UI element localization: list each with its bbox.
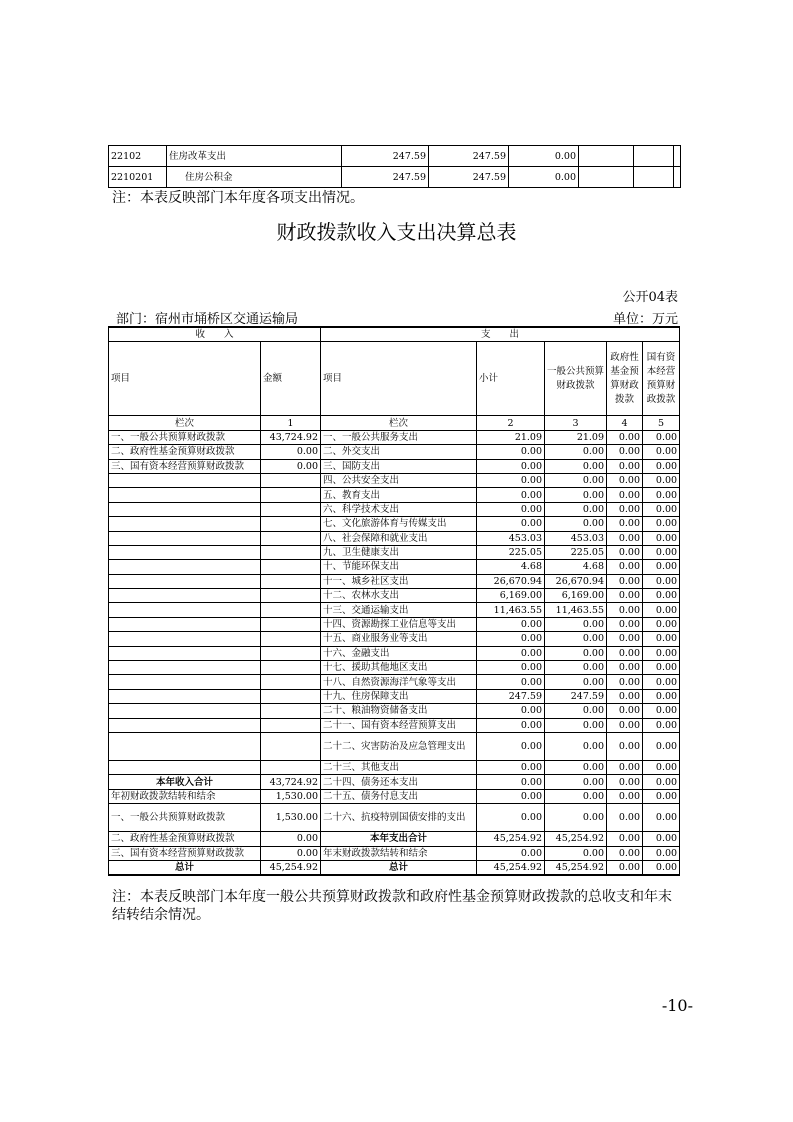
cell-out-item: 二十一、国有资本经营预算支出 bbox=[321, 718, 477, 732]
cell-cap: 0.00 bbox=[643, 560, 680, 574]
cell-gen: 0.00 bbox=[545, 789, 607, 803]
cell-gen: 21.09 bbox=[545, 430, 607, 444]
cell-in-item bbox=[109, 689, 261, 703]
cell-out-item: 十七、援助其他地区支出 bbox=[321, 661, 477, 675]
cell-in-item: 本年收入合计 bbox=[109, 775, 261, 789]
cell-in-item bbox=[109, 488, 261, 502]
top-cell-empty bbox=[579, 167, 634, 188]
fiscal-summary-table bbox=[108, 326, 680, 876]
cell-cap: 0.00 bbox=[643, 846, 680, 860]
cell-in-amt bbox=[261, 517, 321, 531]
cell-fund: 0.00 bbox=[607, 445, 643, 459]
cell-in-amt bbox=[261, 488, 321, 502]
cell-gen: 247.59 bbox=[545, 689, 607, 703]
cell-out-item: 十五、商业服务业等支出 bbox=[321, 632, 477, 646]
table-row bbox=[109, 632, 680, 646]
cell-in-item bbox=[109, 545, 261, 559]
cell-cap: 0.00 bbox=[643, 459, 680, 473]
table-row bbox=[109, 775, 680, 789]
cell-cap: 0.00 bbox=[643, 732, 680, 760]
table-row bbox=[109, 531, 680, 545]
cell-cap: 0.00 bbox=[643, 775, 680, 789]
cell-fund: 0.00 bbox=[607, 704, 643, 718]
table-row bbox=[109, 445, 680, 459]
cell-sub: 0.00 bbox=[477, 704, 545, 718]
cell-cap: 0.00 bbox=[643, 603, 680, 617]
cell-gen: 4.68 bbox=[545, 560, 607, 574]
cell-in-amt bbox=[261, 718, 321, 732]
cell-out-item: 三、国防支出 bbox=[321, 459, 477, 473]
cell-sub: 4.68 bbox=[477, 560, 545, 574]
cell-in-amt bbox=[261, 473, 321, 487]
cell-fund: 0.00 bbox=[607, 732, 643, 760]
top-cell-c2: 247.59 bbox=[429, 167, 509, 188]
table-row bbox=[109, 689, 680, 703]
cell-sub: 0.00 bbox=[477, 502, 545, 516]
cell-in-amt: 45,254.92 bbox=[261, 860, 321, 875]
cell-in-item bbox=[109, 704, 261, 718]
cell-fund: 0.00 bbox=[607, 646, 643, 660]
cell-out-item: 十四、资源勘探工业信息等支出 bbox=[321, 617, 477, 631]
top-table-row bbox=[109, 146, 681, 167]
column-number-row bbox=[109, 416, 680, 430]
cell-in-item bbox=[109, 646, 261, 660]
cell-in-item bbox=[109, 473, 261, 487]
cell-in-item bbox=[109, 760, 261, 774]
cell-out-item: 六、科学技术支出 bbox=[321, 502, 477, 516]
cell-cap: 0.00 bbox=[643, 545, 680, 559]
table-row bbox=[109, 846, 680, 860]
cell-sub: 0.00 bbox=[477, 617, 545, 631]
cell-fund: 0.00 bbox=[607, 661, 643, 675]
cell-cap: 0.00 bbox=[643, 832, 680, 846]
cell-in-amt: 43,724.92 bbox=[261, 775, 321, 789]
cell-fund: 0.00 bbox=[607, 589, 643, 603]
cell-cap: 0.00 bbox=[643, 531, 680, 545]
cell-in-item bbox=[109, 517, 261, 531]
table-row bbox=[109, 718, 680, 732]
table-row bbox=[109, 560, 680, 574]
cell-in-amt bbox=[261, 661, 321, 675]
cell-cap: 0.00 bbox=[643, 488, 680, 502]
cell-sub: 21.09 bbox=[477, 430, 545, 444]
cell-fund: 0.00 bbox=[607, 789, 643, 803]
cell-cap: 0.00 bbox=[643, 430, 680, 444]
cell-sub: 45,254.92 bbox=[477, 832, 545, 846]
cell-cap: 0.00 bbox=[643, 589, 680, 603]
cell-cap: 0.00 bbox=[643, 704, 680, 718]
top-cell-name: 住房改革支出 bbox=[167, 146, 342, 167]
cell-in-amt bbox=[261, 589, 321, 603]
top-cell-c3: 0.00 bbox=[509, 146, 579, 167]
cell-gen: 0.00 bbox=[545, 473, 607, 487]
col-number-1: 1 bbox=[261, 416, 321, 430]
cell-in-item bbox=[109, 732, 261, 760]
top-cell-code: 22102 bbox=[109, 146, 167, 167]
cell-in-amt: 0.00 bbox=[261, 445, 321, 459]
cell-sub: 0.00 bbox=[477, 775, 545, 789]
cell-sub: 0.00 bbox=[477, 760, 545, 774]
cell-in-item bbox=[109, 574, 261, 588]
cell-sub: 225.05 bbox=[477, 545, 545, 559]
cell-gen: 453.03 bbox=[545, 531, 607, 545]
cell-in-item bbox=[109, 589, 261, 603]
cell-in-item bbox=[109, 632, 261, 646]
cell-gen: 11,463.55 bbox=[545, 603, 607, 617]
cell-out-item: 七、文化旅游体育与传媒支出 bbox=[321, 517, 477, 531]
cell-sub: 0.00 bbox=[477, 517, 545, 531]
table-row bbox=[109, 646, 680, 660]
table-code: 公开04表 bbox=[622, 290, 678, 305]
cell-gen: 0.00 bbox=[545, 732, 607, 760]
cell-cap: 0.00 bbox=[643, 646, 680, 660]
cell-in-item bbox=[109, 502, 261, 516]
cell-sub: 0.00 bbox=[477, 846, 545, 860]
header-row-sections bbox=[109, 327, 680, 342]
cell-fund: 0.00 bbox=[607, 804, 643, 832]
cell-fund: 0.00 bbox=[607, 775, 643, 789]
cell-cap: 0.00 bbox=[643, 445, 680, 459]
table-row bbox=[109, 517, 680, 531]
cell-gen: 45,254.92 bbox=[545, 860, 607, 875]
cell-out-item: 二十二、灾害防治及应急管理支出 bbox=[321, 732, 477, 760]
table-row bbox=[109, 661, 680, 675]
cell-cap: 0.00 bbox=[643, 517, 680, 531]
cell-gen: 0.00 bbox=[545, 704, 607, 718]
cell-sub: 0.00 bbox=[477, 718, 545, 732]
page-title: 财政拨款收入支出决算总表 bbox=[276, 220, 517, 244]
cell-gen: 0.00 bbox=[545, 632, 607, 646]
top-cell-c2: 247.59 bbox=[429, 146, 509, 167]
col-label-2: 栏次 bbox=[321, 416, 477, 430]
col-label: 栏次 bbox=[109, 416, 261, 430]
income-amount-header: 金额 bbox=[261, 342, 321, 416]
cell-out-item: 总计 bbox=[321, 860, 477, 875]
cell-in-amt: 1,530.00 bbox=[261, 789, 321, 803]
cell-out-item: 五、教育支出 bbox=[321, 488, 477, 502]
top-cell-empty bbox=[579, 146, 634, 167]
cell-sub: 0.00 bbox=[477, 473, 545, 487]
cell-in-amt bbox=[261, 704, 321, 718]
cell-gen: 0.00 bbox=[545, 502, 607, 516]
header-row-columns bbox=[109, 342, 680, 416]
gov-fund-header: 政府性基金预算财政拨款 bbox=[607, 342, 643, 416]
income-header: 收 入 bbox=[109, 327, 321, 342]
col-number-5: 5 bbox=[643, 416, 680, 430]
cell-fund: 0.00 bbox=[607, 488, 643, 502]
table-row bbox=[109, 704, 680, 718]
cell-in-item: 一、一般公共预算财政拨款 bbox=[109, 804, 261, 832]
cell-gen: 0.00 bbox=[545, 675, 607, 689]
top-table-note: 注：本表反映部门本年度各项支出情况。 bbox=[112, 190, 364, 206]
cell-in-amt: 0.00 bbox=[261, 846, 321, 860]
cell-sub: 0.00 bbox=[477, 675, 545, 689]
cell-sub: 0.00 bbox=[477, 646, 545, 660]
cell-gen: 0.00 bbox=[545, 846, 607, 860]
cell-gen: 0.00 bbox=[545, 804, 607, 832]
cell-gen: 0.00 bbox=[545, 459, 607, 473]
top-cell-empty bbox=[674, 167, 681, 188]
cell-gen: 26,670.94 bbox=[545, 574, 607, 588]
cell-in-item: 二、政府性基金预算财政拨款 bbox=[109, 832, 261, 846]
cell-in-amt: 0.00 bbox=[261, 459, 321, 473]
cell-sub: 0.00 bbox=[477, 661, 545, 675]
cell-in-item: 三、国有资本经营预算财政拨款 bbox=[109, 846, 261, 860]
cell-cap: 0.00 bbox=[643, 502, 680, 516]
cell-fund: 0.00 bbox=[607, 473, 643, 487]
top-cell-c3: 0.00 bbox=[509, 167, 579, 188]
cell-out-item: 十三、交通运输支出 bbox=[321, 603, 477, 617]
cell-in-item bbox=[109, 675, 261, 689]
cell-fund: 0.00 bbox=[607, 832, 643, 846]
cell-fund: 0.00 bbox=[607, 430, 643, 444]
cell-sub: 0.00 bbox=[477, 445, 545, 459]
cell-in-item bbox=[109, 531, 261, 545]
cell-sub: 11,463.55 bbox=[477, 603, 545, 617]
col-number-4: 4 bbox=[607, 416, 643, 430]
cell-gen: 45,254.92 bbox=[545, 832, 607, 846]
cell-in-amt bbox=[261, 545, 321, 559]
cell-gen: 0.00 bbox=[545, 488, 607, 502]
top-expense-table bbox=[108, 145, 681, 188]
top-cell-empty bbox=[634, 167, 674, 188]
cell-fund: 0.00 bbox=[607, 531, 643, 545]
cell-in-amt: 43,724.92 bbox=[261, 430, 321, 444]
bottom-note: 注：本表反映部门本年度一般公共预算财政拨款和政府性基金预算财政拨款的总收支和年末结转结余情况。 bbox=[112, 889, 672, 923]
table-row bbox=[109, 860, 680, 875]
state-capital-header: 国有资本经营预算财政拨款 bbox=[643, 342, 680, 416]
table-row bbox=[109, 804, 680, 832]
cell-gen: 0.00 bbox=[545, 760, 607, 774]
cell-fund: 0.00 bbox=[607, 675, 643, 689]
cell-in-amt bbox=[261, 689, 321, 703]
cell-fund: 0.00 bbox=[607, 560, 643, 574]
table-row bbox=[109, 488, 680, 502]
cell-out-item: 四、公共安全支出 bbox=[321, 473, 477, 487]
cell-in-item: 一、一般公共预算财政拨款 bbox=[109, 430, 261, 444]
table-row bbox=[109, 459, 680, 473]
cell-sub: 6,169.00 bbox=[477, 589, 545, 603]
cell-out-item: 本年支出合计 bbox=[321, 832, 477, 846]
cell-in-amt bbox=[261, 760, 321, 774]
cell-in-amt bbox=[261, 502, 321, 516]
table-row bbox=[109, 603, 680, 617]
cell-out-item: 二、外交支出 bbox=[321, 445, 477, 459]
cell-out-item: 二十五、债务付息支出 bbox=[321, 789, 477, 803]
cell-gen: 0.00 bbox=[545, 646, 607, 660]
cell-in-item: 三、国有资本经营预算财政拨款 bbox=[109, 459, 261, 473]
cell-out-item: 二十四、债务还本支出 bbox=[321, 775, 477, 789]
top-cell-c1: 247.59 bbox=[342, 167, 429, 188]
cell-in-amt bbox=[261, 617, 321, 631]
cell-in-amt bbox=[261, 531, 321, 545]
cell-gen: 0.00 bbox=[545, 617, 607, 631]
cell-cap: 0.00 bbox=[643, 617, 680, 631]
cell-gen: 0.00 bbox=[545, 517, 607, 531]
table-row bbox=[109, 574, 680, 588]
cell-in-item bbox=[109, 718, 261, 732]
cell-cap: 0.00 bbox=[643, 718, 680, 732]
table-row bbox=[109, 789, 680, 803]
cell-in-item bbox=[109, 603, 261, 617]
cell-fund: 0.00 bbox=[607, 860, 643, 875]
cell-fund: 0.00 bbox=[607, 718, 643, 732]
cell-in-amt bbox=[261, 603, 321, 617]
cell-in-item: 总计 bbox=[109, 860, 261, 875]
cell-fund: 0.00 bbox=[607, 603, 643, 617]
cell-gen: 0.00 bbox=[545, 775, 607, 789]
cell-fund: 0.00 bbox=[607, 632, 643, 646]
income-item-header: 项目 bbox=[109, 342, 261, 416]
cell-in-amt bbox=[261, 646, 321, 660]
table-row bbox=[109, 760, 680, 774]
cell-out-item: 八、社会保障和就业支出 bbox=[321, 531, 477, 545]
cell-sub: 26,670.94 bbox=[477, 574, 545, 588]
table-row bbox=[109, 675, 680, 689]
cell-gen: 225.05 bbox=[545, 545, 607, 559]
cell-cap: 0.00 bbox=[643, 473, 680, 487]
cell-fund: 0.00 bbox=[607, 574, 643, 588]
cell-cap: 0.00 bbox=[643, 689, 680, 703]
cell-cap: 0.00 bbox=[643, 860, 680, 875]
cell-out-item: 十九、住房保障支出 bbox=[321, 689, 477, 703]
cell-fund: 0.00 bbox=[607, 617, 643, 631]
cell-sub: 0.00 bbox=[477, 459, 545, 473]
col-number-2: 2 bbox=[477, 416, 545, 430]
cell-fund: 0.00 bbox=[607, 760, 643, 774]
cell-out-item: 二十三、其他支出 bbox=[321, 760, 477, 774]
cell-gen: 6,169.00 bbox=[545, 589, 607, 603]
top-cell-code: 2210201 bbox=[109, 167, 167, 188]
cell-gen: 0.00 bbox=[545, 718, 607, 732]
general-budget-header: 一般公共预算财政拨款 bbox=[545, 342, 607, 416]
cell-fund: 0.00 bbox=[607, 459, 643, 473]
cell-out-item: 十六、金融支出 bbox=[321, 646, 477, 660]
top-cell-empty bbox=[634, 146, 674, 167]
cell-sub: 453.03 bbox=[477, 531, 545, 545]
table-row bbox=[109, 589, 680, 603]
col-number-3: 3 bbox=[545, 416, 607, 430]
cell-in-amt bbox=[261, 732, 321, 760]
cell-in-item: 年初财政拨款结转和结余 bbox=[109, 789, 261, 803]
table-row bbox=[109, 473, 680, 487]
cell-in-item bbox=[109, 560, 261, 574]
cell-out-item: 二十、粮油物资储备支出 bbox=[321, 704, 477, 718]
cell-gen: 0.00 bbox=[545, 445, 607, 459]
cell-out-item: 十一、城乡社区支出 bbox=[321, 574, 477, 588]
expense-item-header: 项目 bbox=[321, 342, 477, 416]
cell-sub: 0.00 bbox=[477, 632, 545, 646]
top-cell-c1: 247.59 bbox=[342, 146, 429, 167]
cell-fund: 0.00 bbox=[607, 846, 643, 860]
cell-cap: 0.00 bbox=[643, 661, 680, 675]
cell-cap: 0.00 bbox=[643, 804, 680, 832]
cell-in-amt: 0.00 bbox=[261, 832, 321, 846]
cell-in-amt: 1,530.00 bbox=[261, 804, 321, 832]
subtotal-header: 小计 bbox=[477, 342, 545, 416]
cell-out-item: 十八、自然资源海洋气象等支出 bbox=[321, 675, 477, 689]
cell-out-item: 一、一般公共服务支出 bbox=[321, 430, 477, 444]
cell-cap: 0.00 bbox=[643, 632, 680, 646]
cell-sub: 247.59 bbox=[477, 689, 545, 703]
top-cell-name: 住房公积金 bbox=[167, 167, 342, 188]
cell-out-item: 二十六、抗疫特别国债安排的支出 bbox=[321, 804, 477, 832]
cell-in-amt bbox=[261, 632, 321, 646]
table-row bbox=[109, 617, 680, 631]
cell-gen: 0.00 bbox=[545, 661, 607, 675]
cell-in-item: 二、政府性基金预算财政拨款 bbox=[109, 445, 261, 459]
cell-out-item: 九、卫生健康支出 bbox=[321, 545, 477, 559]
cell-fund: 0.00 bbox=[607, 502, 643, 516]
cell-in-item bbox=[109, 617, 261, 631]
table-row bbox=[109, 545, 680, 559]
cell-cap: 0.00 bbox=[643, 789, 680, 803]
table-row bbox=[109, 732, 680, 760]
cell-in-amt bbox=[261, 560, 321, 574]
cell-out-item: 十二、农林水支出 bbox=[321, 589, 477, 603]
table-row bbox=[109, 430, 680, 444]
cell-sub: 45,254.92 bbox=[477, 860, 545, 875]
cell-out-item: 年末财政拨款结转和结余 bbox=[321, 846, 477, 860]
cell-cap: 0.00 bbox=[643, 675, 680, 689]
cell-in-amt bbox=[261, 675, 321, 689]
cell-fund: 0.00 bbox=[607, 545, 643, 559]
cell-in-item bbox=[109, 661, 261, 675]
cell-cap: 0.00 bbox=[643, 760, 680, 774]
cell-sub: 0.00 bbox=[477, 732, 545, 760]
top-table-row bbox=[109, 167, 681, 188]
cell-in-amt bbox=[261, 574, 321, 588]
page-number: -10- bbox=[661, 996, 693, 1015]
table-row bbox=[109, 502, 680, 516]
cell-out-item: 十、节能环保支出 bbox=[321, 560, 477, 574]
unit-label: 单位：万元 bbox=[612, 312, 678, 327]
top-cell-empty bbox=[674, 146, 681, 167]
cell-sub: 0.00 bbox=[477, 789, 545, 803]
expense-header: 支 出 bbox=[321, 327, 680, 342]
cell-fund: 0.00 bbox=[607, 689, 643, 703]
department-label: 部门：宿州市埇桥区交通运输局 bbox=[116, 312, 299, 327]
cell-sub: 0.00 bbox=[477, 488, 545, 502]
table-row bbox=[109, 832, 680, 846]
cell-fund: 0.00 bbox=[607, 517, 643, 531]
cell-cap: 0.00 bbox=[643, 574, 680, 588]
cell-sub: 0.00 bbox=[477, 804, 545, 832]
